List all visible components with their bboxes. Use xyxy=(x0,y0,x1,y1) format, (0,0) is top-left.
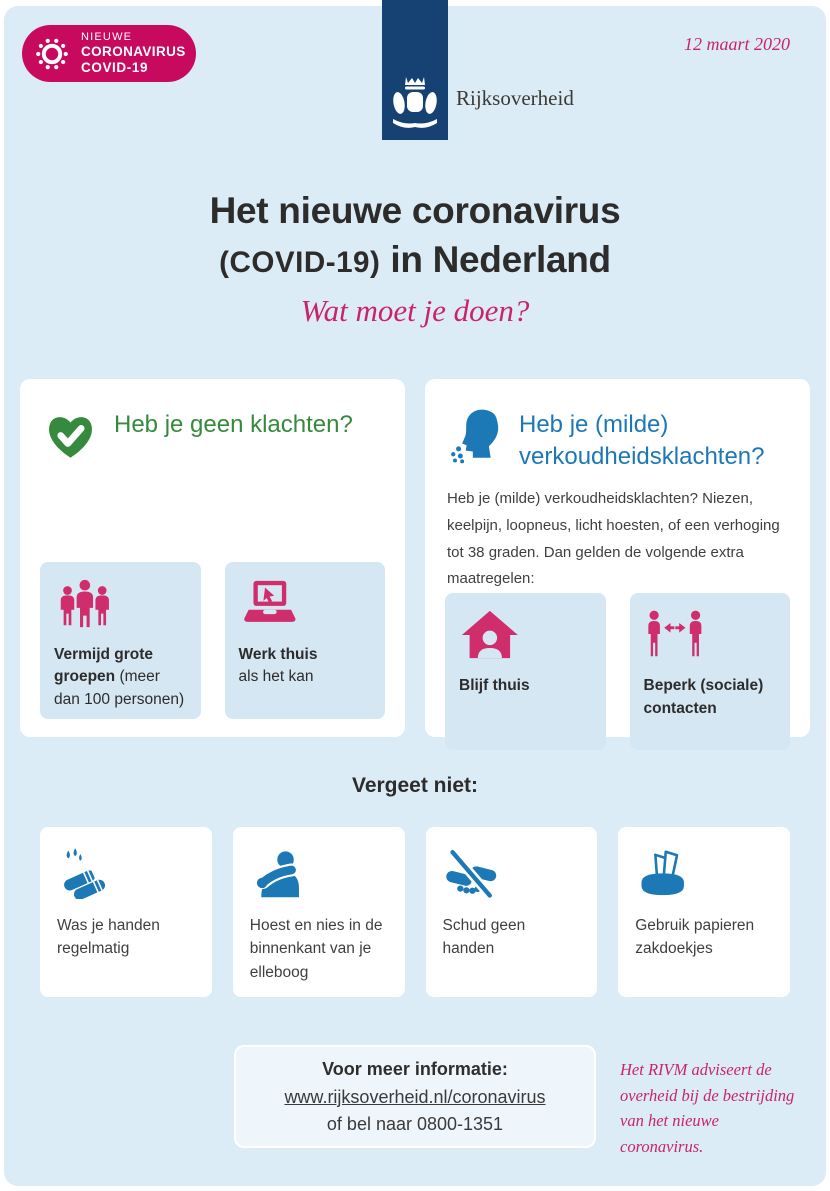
badge-text xyxy=(81,31,186,76)
laptop-icon xyxy=(239,577,372,631)
reminder-paper-tissues-label: Gebruik papieren zakdoekjes xyxy=(635,917,755,958)
measure-stay-home-bold: Blijf thuis xyxy=(459,677,530,695)
coat-of-arms-icon xyxy=(391,73,439,133)
reminder-no-handshake xyxy=(426,827,598,997)
rijksoverheid-ribbon xyxy=(382,0,448,140)
badge-line3: COVID-19 xyxy=(81,59,149,75)
measure-avoid-groups xyxy=(40,562,201,719)
sneeze-elbow-icon xyxy=(250,847,388,899)
badge-line1: NIEUWE xyxy=(81,31,133,44)
measure-avoid-groups-bold: Vermijd grote groepen xyxy=(54,646,154,686)
page-subtitle: Wat moet je doen? xyxy=(300,293,530,329)
reminder-paper-tissues xyxy=(618,827,790,997)
rivm-note: Het RIVM adviseert de overheid bij de bestrijding van het nieuwe coronavirus. xyxy=(620,1060,795,1156)
reminder-wash-hands xyxy=(40,827,212,997)
publication-date: 12 maart 2020 xyxy=(683,34,790,54)
no-symptoms-measures xyxy=(40,562,385,719)
virus-icon xyxy=(31,33,73,75)
no-handshake-icon xyxy=(443,847,581,899)
page-title-line2 xyxy=(0,235,830,284)
measure-stay-home-label xyxy=(459,675,592,697)
card-mild-symptoms-header xyxy=(445,407,790,472)
card-no-symptoms xyxy=(20,379,405,737)
badge-line2: CORONAVIRUS xyxy=(81,44,186,60)
card-mild-symptoms-heading: Heb je (milde) verkoudheidsklachten? xyxy=(519,411,765,470)
coronavirus-info-link[interactable]: www.rijksoverheid.nl/coronavirus xyxy=(284,1087,546,1107)
card-no-symptoms-header xyxy=(40,407,385,464)
measure-avoid-groups-rest: (meer dan 100 personen) xyxy=(54,668,185,708)
wash-hands-icon xyxy=(57,847,195,899)
measure-work-home-label xyxy=(239,644,372,689)
heart-check-icon xyxy=(42,407,99,464)
reminder-sneeze-elbow xyxy=(233,827,405,997)
reminder-wash-hands-label: Was je handen regelmatig xyxy=(57,917,160,958)
measure-work-home-rest: als het kan xyxy=(238,668,314,686)
reminder-no-handshake-label: Schud geen handen xyxy=(442,917,526,958)
phone-line: of bel naar 0800-1351 xyxy=(326,1114,504,1134)
house-icon xyxy=(459,608,592,662)
reminders-heading: Vergeet niet: xyxy=(351,774,479,797)
more-info-heading: Voor meer informatie: xyxy=(322,1059,508,1079)
card-no-symptoms-heading: Heb je geen klachten? xyxy=(114,411,353,438)
measure-limit-contact-label xyxy=(644,675,777,720)
more-info-box xyxy=(234,1045,596,1148)
measure-avoid-groups-label xyxy=(54,644,187,711)
group-icon xyxy=(54,577,187,631)
measure-work-home xyxy=(225,562,386,719)
rijksoverheid-logotype: Rijksoverheid xyxy=(456,86,574,110)
title-line2-rest: in Nederland xyxy=(380,239,611,281)
measure-limit-contact-bold: Beperk (sociale) contacten xyxy=(643,677,764,717)
sneezing-head-icon xyxy=(447,407,504,464)
measure-work-home-bold: Werk thuis xyxy=(238,646,318,663)
measure-stay-home xyxy=(445,593,606,750)
card-mild-symptoms xyxy=(425,379,810,737)
mild-symptoms-description: Heb je (milde) verkoudheidsklachten? Niezen, keelpijn, loopneus, licht hoesten, of een verhoging tot 38 graden. Dan gelden de volgende extra maatregelen: xyxy=(447,490,780,588)
measure-limit-contact xyxy=(630,593,791,750)
reminder-cards xyxy=(40,827,790,997)
social-distance-icon xyxy=(644,608,777,662)
page-title-line1: Het nieuwe coronavirus xyxy=(209,190,621,231)
tissue-icon xyxy=(635,847,773,899)
question-cards xyxy=(20,379,810,737)
title-block xyxy=(0,186,830,329)
covid-label: (COVID-19) xyxy=(219,246,381,280)
reminder-sneeze-elbow-label: Hoest en nies in de binnenkant van je elleboog xyxy=(249,917,383,981)
mild-symptoms-measures xyxy=(445,593,790,750)
coronavirus-badge xyxy=(22,25,196,82)
